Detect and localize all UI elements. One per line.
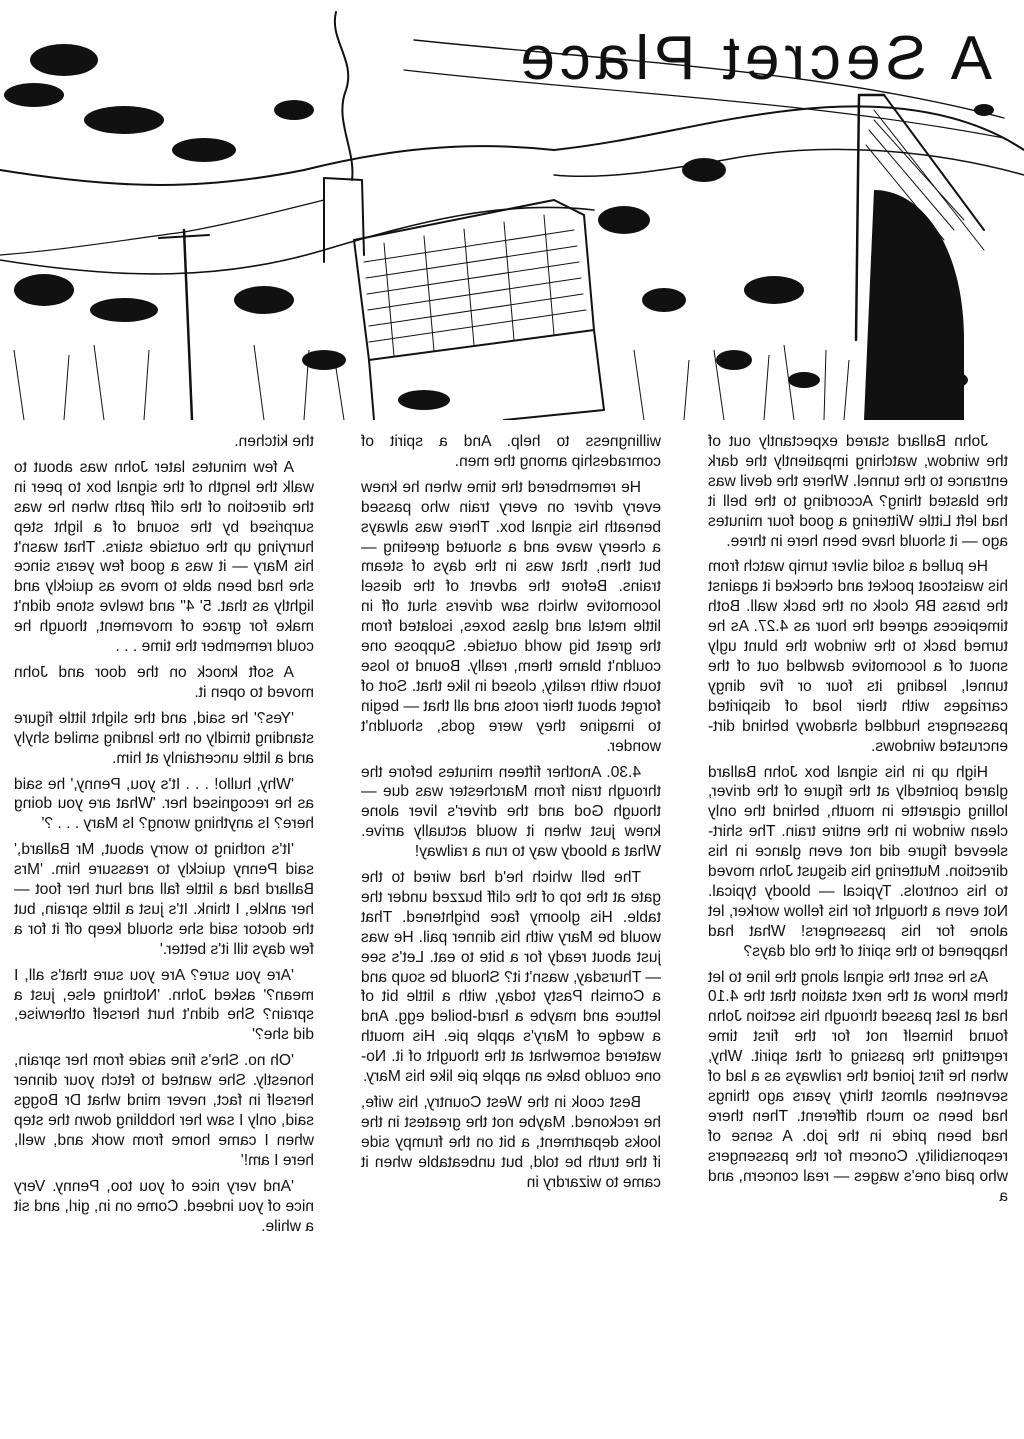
paragraph: 4.30. Another fifteen minutes before the through train from Marchester was due — though God and the driver's liver alone knew just when it would actually arrive. What a bloody way to run a railway! [361, 763, 661, 861]
paragraph: As he sent the signal along the line to let them know at the next station that the 4.10 had at last passed through his section John found himself not for the first time regretting the passing of that spirit. Why, when he first joined the railways as a lad of seventeen almost thirty years ago things had been so much different. Then there had been pride in the job. A sense of responsibility. Concern for the passengers who paid one's wages — real concern, and a [708, 968, 1008, 1205]
paragraph: the kitchen. [234, 433, 314, 450]
paragraph: willingness to help. And a spirit of comradeship among the men. [361, 433, 661, 470]
paragraph: A few minutes later John was about to walk the length of the signal box to peer in the direction of the cliff path when he was surprised by the sound of a light step hurrying up the outside stairs. That wasn't his Mary — it was a good few years since she had been able to move as quickly and lightly as that. 5' 4" and twelve stone didn't make for grace of movement, though he could remember the time . . . [14, 458, 314, 656]
text-column-2 [361, 432, 661, 1432]
paragraph: The bell which he'd had wired to the gate at the top of the cliff buzzed under the table. His gloomy face brightened. That would be Mary with his dinner pail. He was just about ready for a bite to eat. Let's see — Thursday, wasn't it? Should be soup and a Cornish Pasty today, with a little bit of lettuce and maybe a hard-boiled egg. And a wedge of Mary's apple pie. His mouth watered somewhat at the thought of it. No-one couldo bake an apple pie like his Mary. [361, 869, 661, 1086]
paragraph: 'Are you sure? Are you sure that's all, I mean?' asked John. 'Nothing else, just a sprain? She didn't hurt herself otherwise, did she?' [14, 966, 314, 1044]
paragraph: John Ballard stared expectantly out of the window, watching impatiently the dark entrance to the tunnel. Where the devil was the blasted thing? According to the bell it had left Little Wittering a good four minutes ago — it should have been here in three. [708, 433, 1008, 550]
signal-box-roof [354, 200, 594, 360]
chimney [324, 178, 364, 262]
paragraph: He remembered the time when he knew every driver on every train who passed beneath his signal box. There was always a cheery wave and a shouted greeting — but then, that was in the days of steam trains. Before the advent of the diesel locomotive which saw drivers shut off in little metal and glass boxes, isolated from the great big world outside. Suppose one couldn't blame them, really. Bound to lose touch with reality, closed in like that. Sort of forget about their roots and all that — begin to imagine they were gods, shouldn't wonder. [361, 478, 661, 755]
paragraph: High up in his signal box John Ballard glared pointedly at the figure of the driver, lolling cigarette in mouth, behind the only clean window in the entire train. The shirt-sleeved figure did not even glance in his direction. Muttering his disgust John moved to his controls. Typical — bloody typical. Not even a thought for his fellow worker, let alone for his passengers! What had happened to the spirit of the old days? [708, 763, 1008, 960]
paragraph: 'Oh no. She's fine aside from her sprain, honestly. She wanted to fetch your dinner herself in fact, never mind what Dr Boggs said, only I saw her hobbling down the step when I came home from work and, well, here I am!' [14, 1052, 314, 1169]
paragraph: 'And very nice of you too, Penny. Very nice of you indeed. Come on in, girl, and sit a while. [14, 1177, 314, 1235]
paragraph: 'Yes?' he said, and the slight little figure standing timidly on the landing smiled shyly and a little uncertainly at him. [14, 709, 314, 767]
paragraph: A soft knock on the door and John moved to open it. [14, 663, 314, 701]
paragraph: Best cook in the West Country, his wife, he reckoned. Maybe not the greatest in the looks department, a bit on the frumpy side if the truth be told, but unbeatable when it came to wizardry in [361, 1094, 661, 1191]
text-column-1 [708, 432, 1008, 1432]
paragraph: 'It's nothing to worry about, Mr Ballard,' said Penny quickly to reassure him. 'Mrs Ballard had a little fall and hurt her foot — her ankle, I think. It's just a little sprain, but the doctor said she should keep off it for a few days till it's better.' [14, 841, 314, 958]
page-title: A Secret Place [515, 24, 992, 93]
telegraph-pole [184, 230, 192, 420]
paragraph: He pulled a solid silver turnip watch from his waistcoat pocket and checked it against the brass BR clock on the back wall. Both timepieces agreed the hour as 4.27. As he turned back to the window the blunt ugly snout of a locomotive dawdled out of the tunnel, leading its four or five dingy carriages with their load of dispirited passengers huddled shadowy behind dirt-encrusted windows. [708, 558, 1008, 755]
paragraph: 'Why, hullo! . . . It's you, Penny,' he said as he recognised her. 'What are you doing here? Is anything wrong? Is Mary . . . ?' [14, 775, 314, 833]
text-column-3 [14, 432, 314, 1432]
